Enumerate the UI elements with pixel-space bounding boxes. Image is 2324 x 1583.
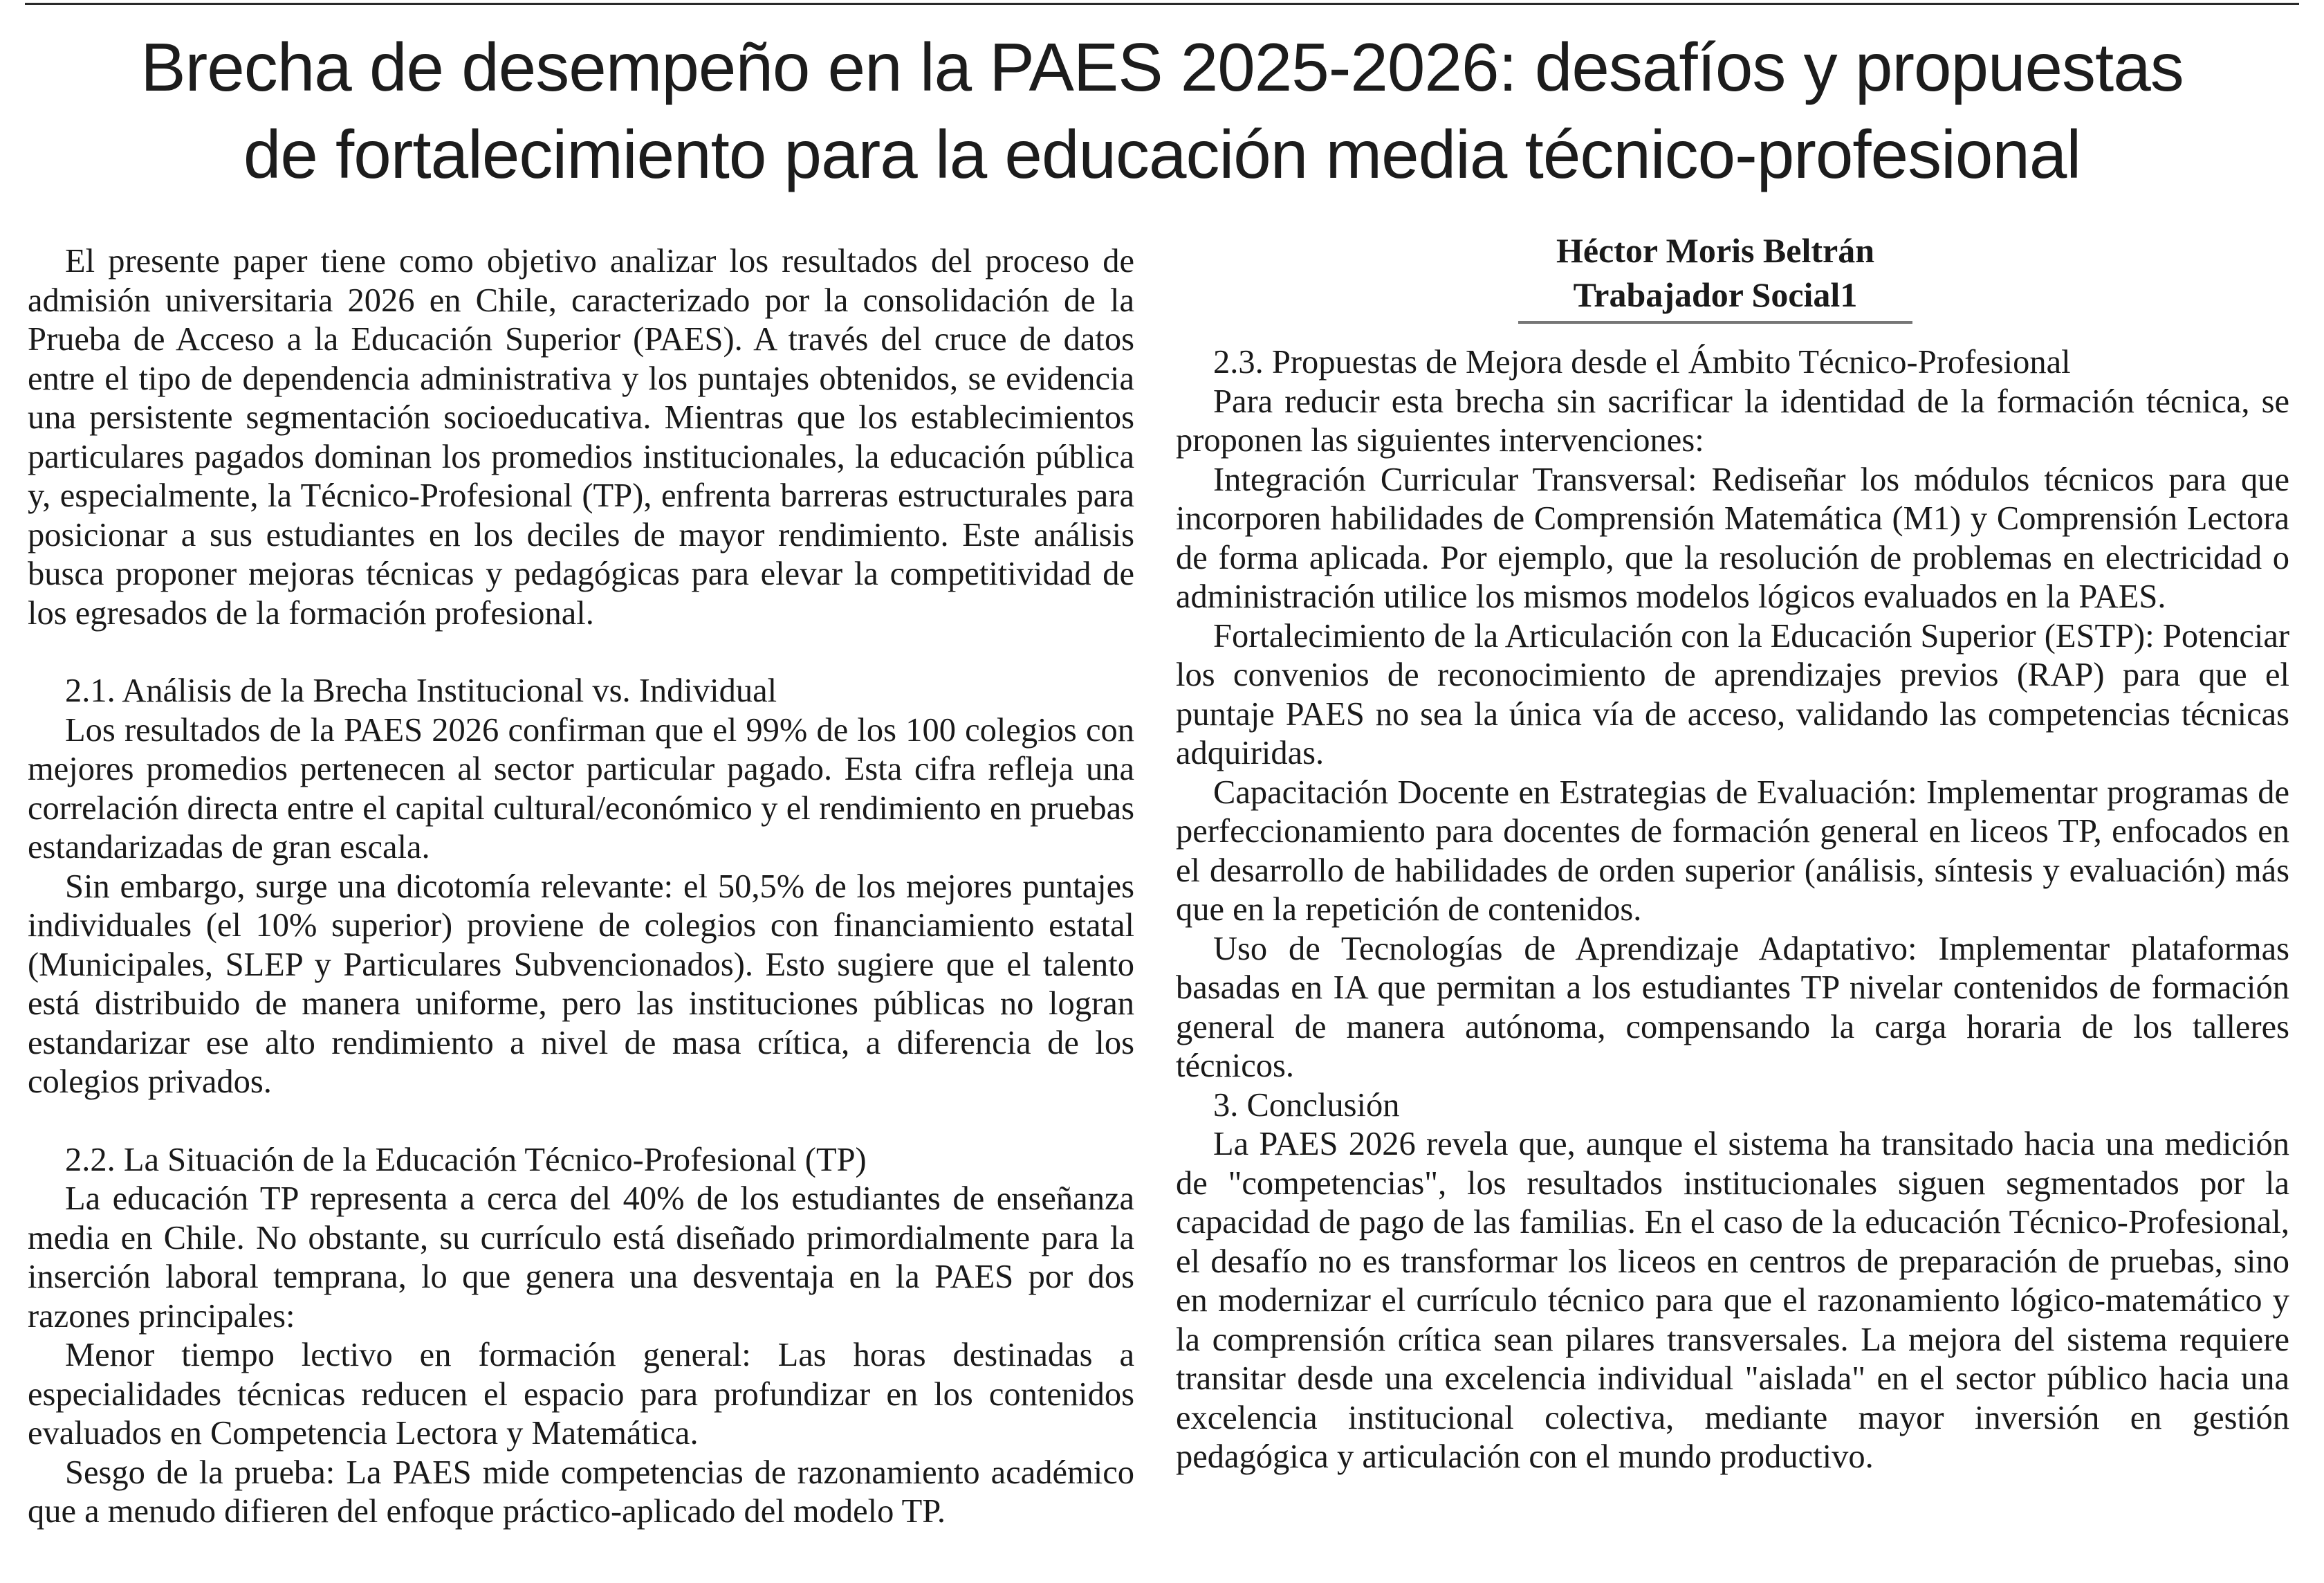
left-column [28,242,1134,1532]
section-2-2-paragraph-1: La educación TP representa a cerca del 40% de los estudiantes de enseñanza media en Chile. No obstante, su currículo está diseñado primordialmente para la inserción laboral temprana, lo que genera una desventaja en la PAES por dos razones principales: [28,1180,1134,1335]
headline-line-1: Brecha de desempeño en la PAES 2025-2026: desafíos y propuestas [140,29,2184,105]
spacer [28,633,1134,672]
article-headline [28,24,2296,198]
top-rule [25,3,2299,5]
author-name: Héctor Moris Beltrán [1556,231,1875,270]
section-2-3-paragraph-2: Fortalecimiento de la Articulación con la Educación Superior (ESTP): Potenciar los convenios de reconocimiento de aprendizajes previos (RAP) para que el puntaje PAES no sea la única vía de acceso, validando las competencias técnicas adquiridas. [1176,617,2289,771]
section-2-2-heading: 2.2. La Situación de la Educación Técnico-Profesional (TP) [65,1141,867,1178]
section-2-2-paragraph-2: Menor tiempo lectivo en formación general: Las horas destinadas a especialidades técnicas reducen el espacio para profundizar en los contenidos evaluados en Competencia Lectora y Matemática. [28,1337,1134,1452]
intro-paragraph: El presente paper tiene como objetivo analizar los resultados del proceso de admisión universitaria 2026 en Chile, caracterizado por la consolidación de la Prueba de Acceso a la Educación Superior (PAES). A través del cruce de datos entre el tipo de dependencia administrativa y los puntajes obtenidos, se evidencia una persistente segmentación socioeducativa. Mientras que los establecimientos particulares pagados dominan los promedios institucionales, la educación pública y, especialmente, la Técnico-Profesional (TP), enfrenta barreras estructurales para posicionar a sus estudiantes en los deciles de mayor rendimiento. Este análisis busca proponer mejoras técnicas y pedagógicas para elevar la competitividad de los egresados de la formación profesional. [28,243,1134,632]
author-byline [1518,228,1912,324]
conclusion-paragraph: La PAES 2026 revela que, aunque el sistema ha transitado hacia una medición de "competencias", los resultados institucionales siguen segmentados por la capacidad de pago de las familias. En el caso de la educación Técnico-Profesional, el desafío no es transformar los liceos en centros de preparación de pruebas, sino en modernizar el currículo técnico para que el razonamiento lógico-matemático y la comprensión crítica sean pilares transversales. La mejora del sistema requiere transitar desde una excelencia individual "aislada" en el sector público hacia una excelencia institucional colectiva, mediante mayor inversión en gestión pedagógica y articulación con el mundo productivo. [1176,1126,2289,1475]
section-2-1-heading: 2.1. Análisis de la Brecha Institucional vs. Individual [65,672,777,709]
section-2-3-paragraph-4: Uso de Tecnologías de Aprendizaje Adaptativo: Implementar plataformas basadas en IA que permitan a los estudiantes TP nivelar contenidos de formación general de manera autónoma, compensando la carga horaria de los talleres técnicos. [1176,930,2289,1084]
section-2-1-paragraph-2: Sin embargo, surge una dicotomía relevante: el 50,5% de los mejores puntajes individuales (el 10% superior) proviene de colegios con financiamiento estatal (Municipales, SLEP y Particulares Subvencionados). Esto sugiere que el talento está distribuido de manera uniforme, pero las instituciones públicas no logran estandarizar ese alto rendimiento a nivel de masa crítica, a diferencia de los colegios privados. [28,868,1134,1100]
section-2-3-heading: 2.3. Propuestas de Mejora desde el Ámbito Técnico-Profesional [1213,344,2071,381]
headline-line-2: de fortalecimiento para la educación media técnico-profesional [243,116,2081,192]
section-2-3-paragraph-1: Integración Curricular Transversal: Rediseñar los módulos técnicos para que incorporen habilidades de Comprensión Matemática (M1) y Comprensión Lectora de forma aplicada. Por ejemplo, que la resolución de problemas en electricidad o administración utilice los mismos modelos lógicos evaluados en la PAES. [1176,461,2289,615]
section-2-2-paragraph-3: Sesgo de la prueba: La PAES mide competencias de razonamiento académico que a menudo difieren del enfoque práctico-aplicado del modelo TP. [28,1454,1134,1530]
section-2-1-paragraph-1: Los resultados de la PAES 2026 confirman que el 99% de los 100 colegios con mejores promedios pertenecen al sector particular pagado. Esta cifra refleja una correlación directa entre el capital cultural/económico y el rendimiento en pruebas estandarizadas de gran escala. [28,711,1134,866]
spacer [28,1102,1134,1141]
section-2-3-intro: Para reducir esta brecha sin sacrificar la identidad de la formación técnica, se proponen las siguientes intervenciones: [1176,383,2289,459]
section-2-3-paragraph-3: Capacitación Docente en Estrategias de Evaluación: Implementar programas de perfeccionamiento para docentes de formación general en liceos TP, enfocados en el desarrollo de habilidades de orden superior (análisis, síntesis y evaluación) más que en la repetición de contenidos. [1176,774,2289,928]
right-column [1176,228,2289,1477]
author-role: Trabajador Social1 [1573,275,1858,314]
byline-rule [1518,321,1912,324]
section-3-heading: 3. Conclusión [1213,1086,1400,1124]
